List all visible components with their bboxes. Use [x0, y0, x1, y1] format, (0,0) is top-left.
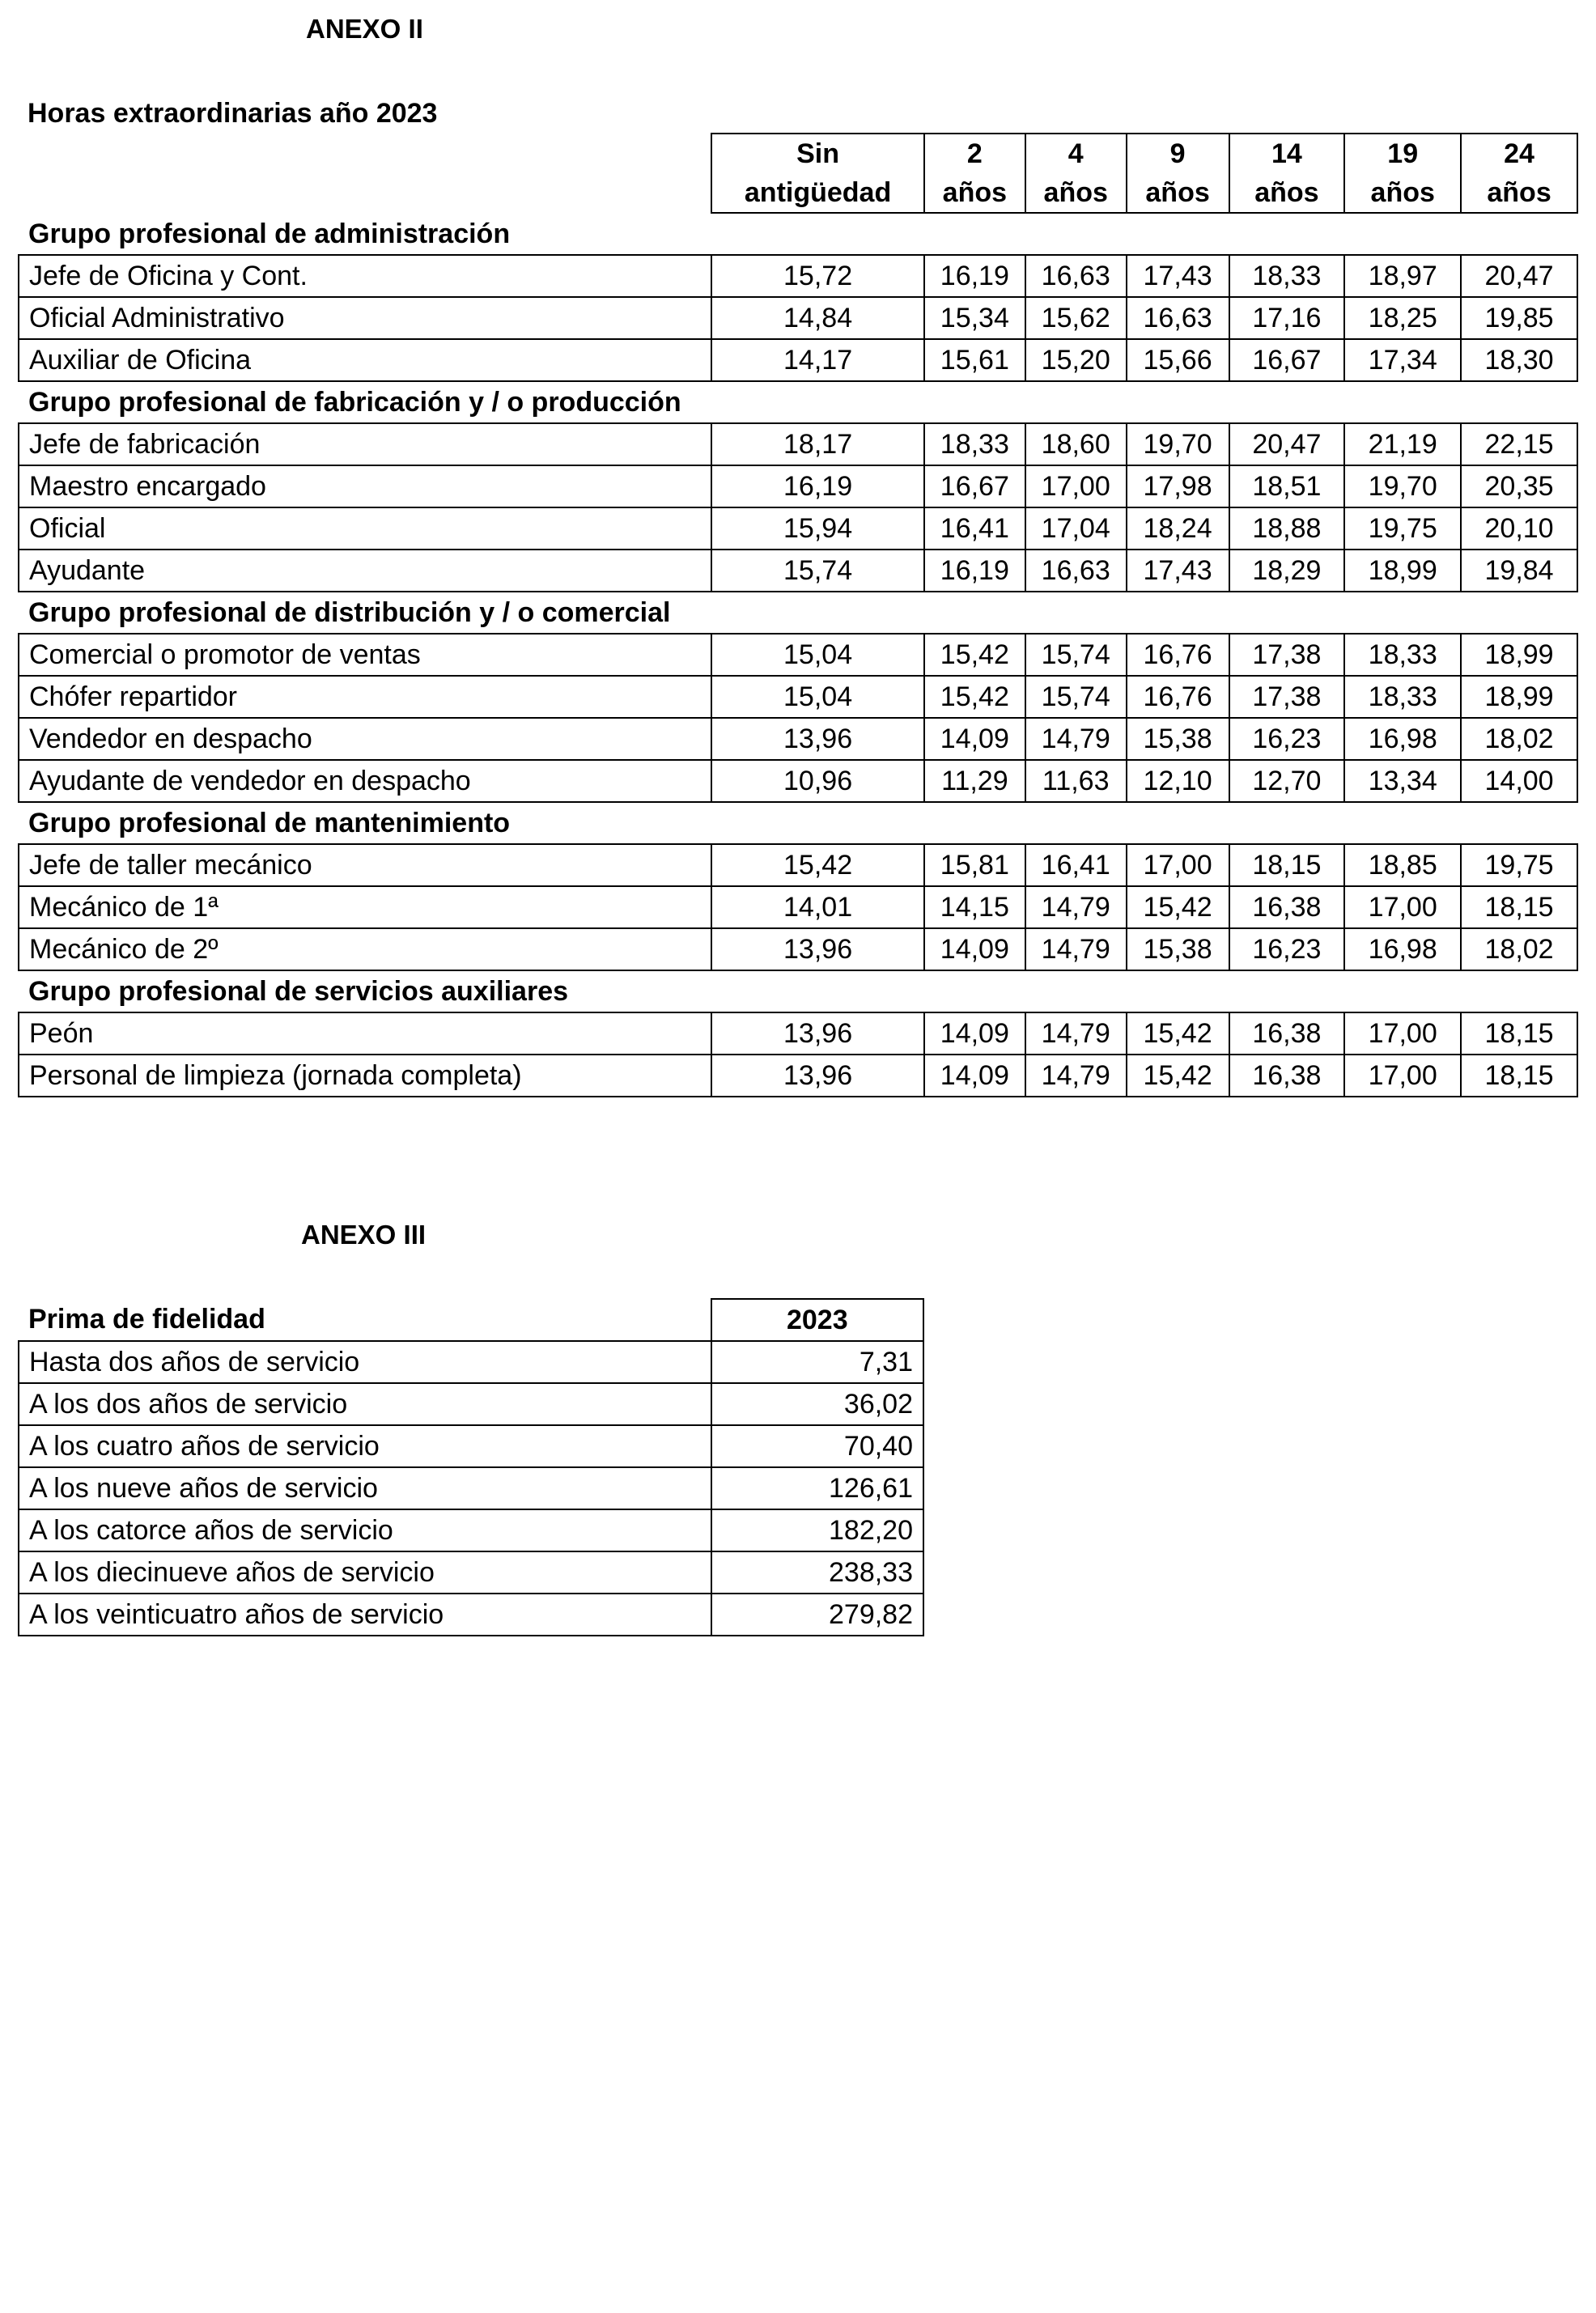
rate-cell: 15,34: [924, 297, 1025, 339]
rate-cell: 19,85: [1461, 297, 1577, 339]
column-header-line1: 14: [1271, 138, 1302, 169]
rate-cell: 12,10: [1127, 760, 1229, 802]
category-name: Peón: [19, 1012, 711, 1055]
rate-cell: 20,10: [1461, 507, 1577, 550]
rate-cell: 11,63: [1025, 760, 1127, 802]
table-row: [19, 423, 1577, 465]
table-row: [19, 676, 1577, 718]
rate-cell: 15,74: [1025, 634, 1127, 676]
annex2-title: ANEXO II: [306, 14, 423, 44]
group-row: [19, 802, 1577, 844]
table-row: [19, 1509, 923, 1551]
rate-cell: 13,96: [711, 718, 924, 760]
column-header: [1461, 134, 1577, 213]
group-heading: Grupo profesional de mantenimiento: [28, 807, 511, 838]
rate-cell: 16,67: [924, 465, 1025, 507]
rate-cell: 14,01: [711, 886, 924, 928]
rate-cell: 15,42: [1127, 1012, 1229, 1055]
rate-cell: 15,42: [1127, 886, 1229, 928]
rate-cell: 18,51: [1229, 465, 1345, 507]
rate-cell: 16,38: [1229, 886, 1345, 928]
bonus-amount: 7,31: [711, 1341, 923, 1383]
service-period: A los catorce años de servicio: [19, 1509, 711, 1551]
column-header: [924, 134, 1025, 213]
rate-cell: 16,76: [1127, 634, 1229, 676]
rate-cell: 17,00: [1344, 1055, 1461, 1097]
rate-cell: 16,98: [1344, 718, 1461, 760]
rate-cell: 18,33: [1344, 676, 1461, 718]
rate-cell: 16,76: [1127, 676, 1229, 718]
rate-cell: 15,38: [1127, 718, 1229, 760]
rate-cell: 19,75: [1344, 507, 1461, 550]
rate-cell: 18,15: [1461, 1012, 1577, 1055]
rate-cell: 14,79: [1025, 928, 1127, 970]
column-header-line1: 2: [966, 138, 983, 169]
fidelity-bonus-table: [18, 1298, 924, 1636]
rate-cell: 18,15: [1461, 886, 1577, 928]
column-header: [1229, 134, 1345, 213]
rate-cell: 17,43: [1127, 550, 1229, 592]
rate-cell: 15,42: [924, 634, 1025, 676]
rate-cell: 15,04: [711, 634, 924, 676]
rate-cell: 14,79: [1025, 1012, 1127, 1055]
rate-cell: 22,15: [1461, 423, 1577, 465]
bonus-amount: 182,20: [711, 1509, 923, 1551]
rate-cell: 16,19: [711, 465, 924, 507]
year-header: 2023: [711, 1299, 923, 1341]
rate-cell: 15,42: [1127, 1055, 1229, 1097]
rate-cell: 14,84: [711, 297, 924, 339]
service-period: A los nueve años de servicio: [19, 1467, 711, 1509]
rate-cell: 14,09: [924, 1012, 1025, 1055]
column-header-line1: 4: [1068, 138, 1084, 169]
rate-cell: 18,15: [1229, 844, 1345, 886]
rate-cell: 17,04: [1025, 507, 1127, 550]
column-header: [711, 134, 924, 213]
category-name: Chófer repartidor: [19, 676, 711, 718]
category-name: Jefe de Oficina y Cont.: [19, 255, 711, 297]
rate-cell: 14,09: [924, 1055, 1025, 1097]
rate-cell: 16,23: [1229, 928, 1345, 970]
rate-cell: 12,70: [1229, 760, 1345, 802]
rate-cell: 16,67: [1229, 339, 1345, 381]
column-header-line1: Sin: [796, 138, 840, 169]
rate-cell: 10,96: [711, 760, 924, 802]
rate-cell: 17,34: [1344, 339, 1461, 381]
rate-cell: 17,43: [1127, 255, 1229, 297]
category-name: Jefe de taller mecánico: [19, 844, 711, 886]
service-period: A los cuatro años de servicio: [19, 1425, 711, 1467]
rate-cell: 18,17: [711, 423, 924, 465]
rate-cell: 11,29: [924, 760, 1025, 802]
rate-cell: 15,04: [711, 676, 924, 718]
group-heading: Grupo profesional de administración: [28, 218, 511, 249]
column-header-line2: años: [1043, 177, 1108, 208]
annex2-subtitle: Horas extraordinarias año 2023: [28, 98, 438, 129]
table-row: [19, 297, 1577, 339]
rate-cell: 17,16: [1229, 297, 1345, 339]
rate-cell: 18,33: [924, 423, 1025, 465]
rate-cell: 15,74: [711, 550, 924, 592]
rate-cell: 19,75: [1461, 844, 1577, 886]
rate-cell: 18,88: [1229, 507, 1345, 550]
column-header-line1: 9: [1169, 138, 1186, 169]
bonus-amount: 238,33: [711, 1551, 923, 1594]
rate-cell: 16,63: [1025, 255, 1127, 297]
overtime-table: [18, 133, 1578, 1097]
table-row: [19, 1594, 923, 1636]
rate-cell: 14,79: [1025, 718, 1127, 760]
table-row: [19, 886, 1577, 928]
rate-cell: 14,09: [924, 928, 1025, 970]
rate-cell: 14,17: [711, 339, 924, 381]
table-row: [19, 465, 1577, 507]
category-name: Ayudante de vendedor en despacho: [19, 760, 711, 802]
category-name: Mecánico de 1ª: [19, 886, 711, 928]
rate-cell: 19,70: [1127, 423, 1229, 465]
column-header-line1: 19: [1387, 138, 1419, 169]
category-name: Jefe de fabricación: [19, 423, 711, 465]
rate-cell: 18,85: [1344, 844, 1461, 886]
table-row: [19, 339, 1577, 381]
service-period: A los veinticuatro años de servicio: [19, 1594, 711, 1636]
table-row: [19, 507, 1577, 550]
rate-cell: 18,99: [1461, 634, 1577, 676]
rate-cell: 16,41: [924, 507, 1025, 550]
table-header-row: [19, 134, 1577, 213]
rate-cell: 16,98: [1344, 928, 1461, 970]
rate-cell: 20,35: [1461, 465, 1577, 507]
column-header-line2: antigüedad: [744, 177, 892, 208]
rate-cell: 17,98: [1127, 465, 1229, 507]
rate-cell: 21,19: [1344, 423, 1461, 465]
column-header: [1344, 134, 1461, 213]
rate-cell: 18,33: [1344, 634, 1461, 676]
rate-cell: 18,02: [1461, 718, 1577, 760]
rate-cell: 18,29: [1229, 550, 1345, 592]
rate-cell: 17,38: [1229, 676, 1345, 718]
table-row: [19, 718, 1577, 760]
rate-cell: 17,00: [1344, 886, 1461, 928]
service-period: A los dos años de servicio: [19, 1383, 711, 1425]
column-header-line2: años: [1254, 177, 1319, 208]
rate-cell: 18,99: [1461, 676, 1577, 718]
rate-cell: 13,96: [711, 928, 924, 970]
rate-cell: 16,23: [1229, 718, 1345, 760]
rate-cell: 15,38: [1127, 928, 1229, 970]
rate-cell: 15,61: [924, 339, 1025, 381]
bonus-amount: 36,02: [711, 1383, 923, 1425]
column-header-line2: años: [1145, 177, 1210, 208]
rate-cell: 15,42: [924, 676, 1025, 718]
rate-cell: 13,96: [711, 1055, 924, 1097]
rate-cell: 15,74: [1025, 676, 1127, 718]
bonus-amount: 279,82: [711, 1594, 923, 1636]
rate-cell: 16,38: [1229, 1012, 1345, 1055]
rate-cell: 20,47: [1461, 255, 1577, 297]
rate-cell: 13,96: [711, 1012, 924, 1055]
table-label: Prima de fidelidad: [28, 1304, 265, 1335]
table-row: [19, 1425, 923, 1467]
bonus-amount: 126,61: [711, 1467, 923, 1509]
column-header-line2: años: [942, 177, 1008, 208]
rate-cell: 15,72: [711, 255, 924, 297]
category-name: Ayudante: [19, 550, 711, 592]
rate-cell: 14,15: [924, 886, 1025, 928]
table-row: [19, 255, 1577, 297]
rate-cell: 16,19: [924, 255, 1025, 297]
rate-cell: 20,47: [1229, 423, 1345, 465]
rate-cell: 17,00: [1344, 1012, 1461, 1055]
rate-cell: 14,79: [1025, 886, 1127, 928]
rate-cell: 18,30: [1461, 339, 1577, 381]
rate-cell: 15,94: [711, 507, 924, 550]
rate-cell: 19,84: [1461, 550, 1577, 592]
group-row: [19, 592, 1577, 634]
rate-cell: 16,38: [1229, 1055, 1345, 1097]
rate-cell: 18,60: [1025, 423, 1127, 465]
rate-cell: 15,42: [711, 844, 924, 886]
table-row: [19, 1012, 1577, 1055]
table-row: [19, 1383, 923, 1425]
group-row: [19, 213, 1577, 255]
table-row: [19, 634, 1577, 676]
rate-cell: 17,00: [1025, 465, 1127, 507]
group-row: [19, 970, 1577, 1012]
category-name: Vendedor en despacho: [19, 718, 711, 760]
rate-cell: 14,00: [1461, 760, 1577, 802]
table-row: [19, 844, 1577, 886]
group-heading: Grupo profesional de servicios auxiliares: [28, 975, 569, 1007]
table-row: [19, 760, 1577, 802]
bonus-amount: 70,40: [711, 1425, 923, 1467]
rate-cell: 14,09: [924, 718, 1025, 760]
annex3-title: ANEXO III: [301, 1220, 427, 1250]
column-header-line2: años: [1487, 177, 1551, 208]
group-heading: Grupo profesional de fabricación y / o producción: [28, 386, 681, 418]
category-name: Oficial Administrativo: [19, 297, 711, 339]
group-row: [19, 381, 1577, 423]
rate-cell: 16,63: [1025, 550, 1127, 592]
category-name: Oficial: [19, 507, 711, 550]
rate-cell: 18,25: [1344, 297, 1461, 339]
rate-cell: 17,38: [1229, 634, 1345, 676]
category-name: Personal de limpieza (jornada completa): [19, 1055, 711, 1097]
rate-cell: 16,19: [924, 550, 1025, 592]
table-row: [19, 1551, 923, 1594]
table-header-row: [19, 1299, 923, 1341]
rate-cell: 18,24: [1127, 507, 1229, 550]
rate-cell: 18,15: [1461, 1055, 1577, 1097]
rate-cell: 15,62: [1025, 297, 1127, 339]
table-row: [19, 1055, 1577, 1097]
rate-cell: 16,63: [1127, 297, 1229, 339]
rate-cell: 15,20: [1025, 339, 1127, 381]
table-row: [19, 1467, 923, 1509]
rate-cell: 15,81: [924, 844, 1025, 886]
column-header: [1025, 134, 1127, 213]
rate-cell: 18,97: [1344, 255, 1461, 297]
rate-cell: 19,70: [1344, 465, 1461, 507]
column-header-line2: años: [1370, 177, 1435, 208]
header-blank-cell: [19, 134, 711, 213]
column-header: [1127, 134, 1229, 213]
category-name: Mecánico de 2º: [19, 928, 711, 970]
category-name: Auxiliar de Oficina: [19, 339, 711, 381]
category-name: Comercial o promotor de ventas: [19, 634, 711, 676]
group-heading: Grupo profesional de distribución y / o comercial: [28, 596, 671, 628]
rate-cell: 14,79: [1025, 1055, 1127, 1097]
rate-cell: 18,99: [1344, 550, 1461, 592]
rate-cell: 18,02: [1461, 928, 1577, 970]
rate-cell: 13,34: [1344, 760, 1461, 802]
rate-cell: 17,00: [1127, 844, 1229, 886]
table-row: [19, 1341, 923, 1383]
service-period: Hasta dos años de servicio: [19, 1341, 711, 1383]
column-header-line1: 24: [1504, 138, 1534, 169]
rate-cell: 15,66: [1127, 339, 1229, 381]
table-row: [19, 550, 1577, 592]
service-period: A los diecinueve años de servicio: [19, 1551, 711, 1594]
rate-cell: 18,33: [1229, 255, 1345, 297]
rate-cell: 16,41: [1025, 844, 1127, 886]
table-row: [19, 928, 1577, 970]
category-name: Maestro encargado: [19, 465, 711, 507]
